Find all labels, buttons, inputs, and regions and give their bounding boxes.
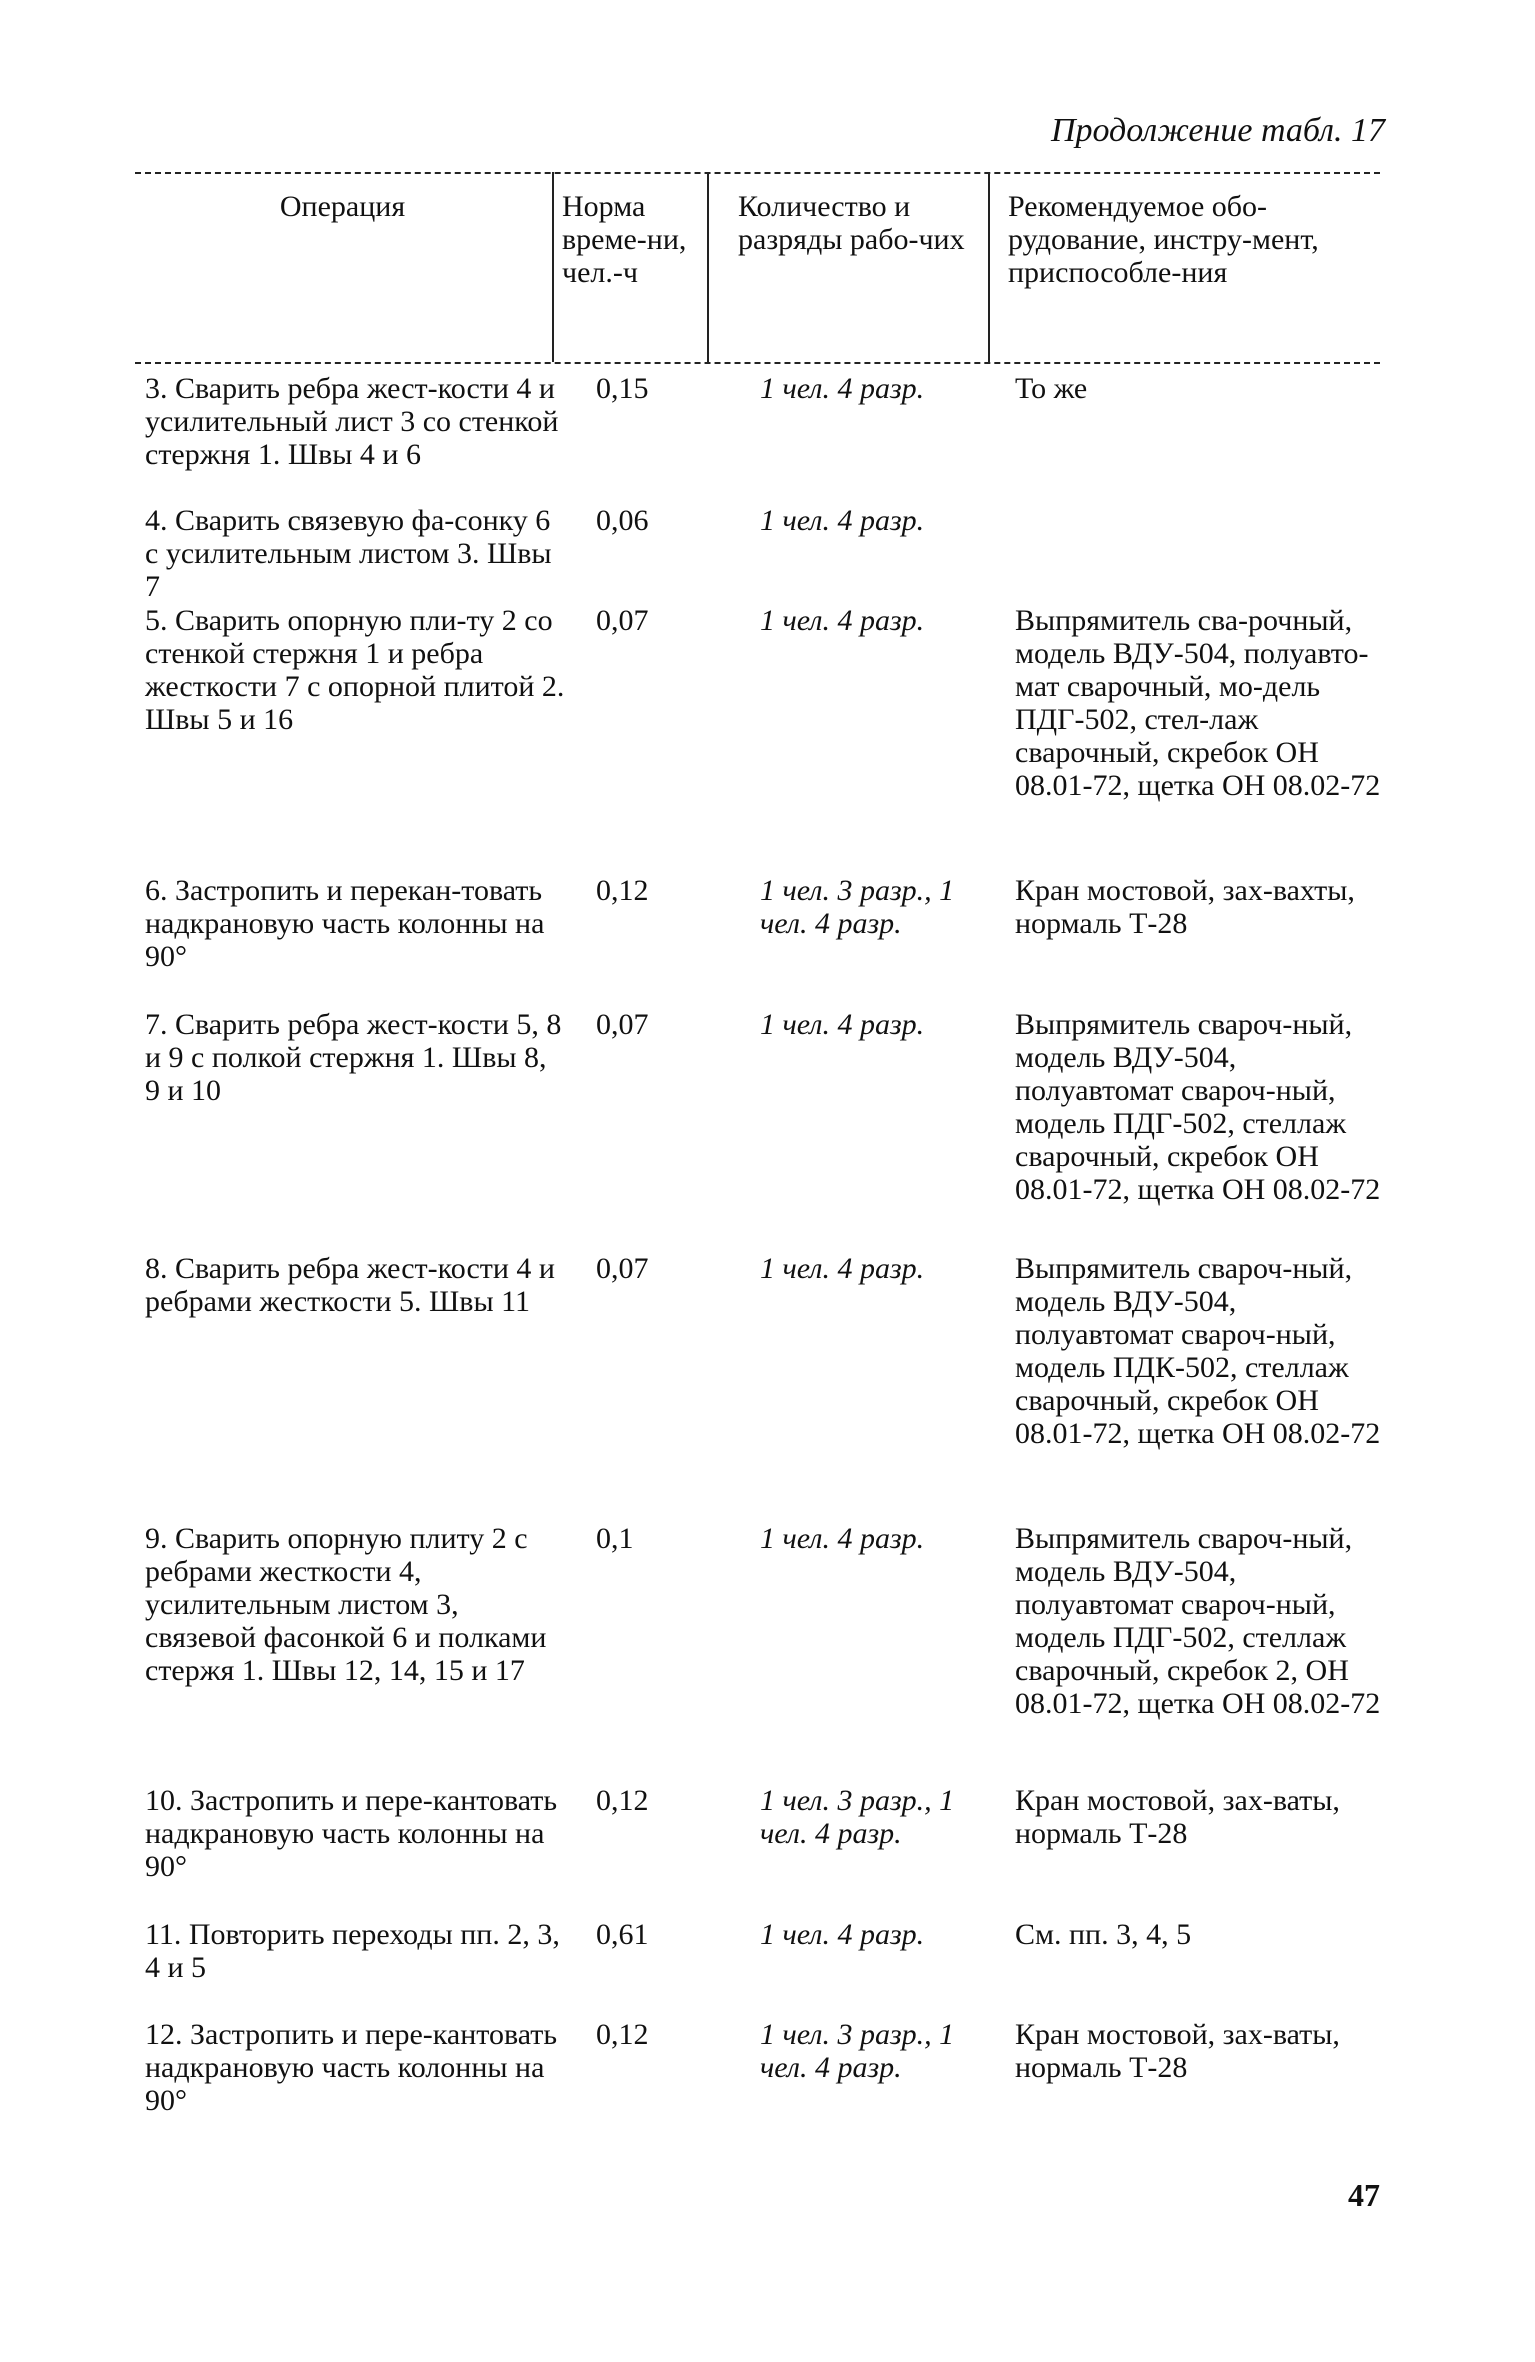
operation-cell: 6. Застропить и перекан-товать надкрановую часть колонны на 90°: [145, 874, 545, 973]
operation-cell: 10. Застропить и пере-кантовать надкрановую часть колонны на 90°: [145, 1784, 558, 1883]
header-workers: Количество и разряды рабо-чих: [738, 190, 965, 256]
norm-cell: 0,07: [596, 1008, 649, 1041]
norm-cell: 0,12: [596, 874, 649, 907]
operation-cell: 5. Сварить опорную пли-ту 2 со стенкой стержня 1 и ребра жесткости 7 с опорной плитой 2. Швы 5 и 16: [145, 604, 565, 736]
norm-cell: 0,06: [596, 504, 649, 537]
header-time-norm: Норма време-ни, чел.-ч: [562, 190, 687, 289]
workers-cell: 1 чел. 3 разр., 1 чел. 4 разр.: [760, 874, 955, 940]
equipment-cell: Выпрямитель сва-рочный, модель ВДУ-504, полуавто-мат сварочный, мо-дель ПДГ-502, стел-лаж сварочный, скребок ОН 08.01-72, щетка ОН 08.02-72: [1015, 604, 1381, 802]
norm-cell: 0,1: [596, 1522, 634, 1555]
equipment-cell: Кран мостовой, зах-ваты, нормаль Т-28: [1015, 1784, 1340, 1850]
norm-cell: 0,12: [596, 1784, 649, 1817]
equipment-cell: Выпрямитель свароч-ный, модель ВДУ-504, полуавтомат свароч-ный, модель ПДГ-502, стеллаж сварочный, скребок 2, ОН 08.01-72, щетка ОН 08.02-72: [1015, 1522, 1381, 1720]
workers-cell: 1 чел. 4 разр.: [760, 372, 925, 405]
header-equipment: Рекомендуемое обо-рудование, инстру-мент, приспособле-ния: [1008, 190, 1319, 289]
workers-cell: 1 чел. 4 разр.: [760, 1252, 925, 1285]
workers-cell: 1 чел. 4 разр.: [760, 1008, 925, 1041]
operation-cell: 8. Сварить ребра жест-кости 4 и ребрами жесткости 5. Швы 11: [145, 1252, 555, 1318]
continuation-label: Продолжение табл. 17: [1050, 112, 1385, 149]
workers-cell: 1 чел. 4 разр.: [760, 604, 925, 637]
equipment-cell: Кран мостовой, зах-ваты, нормаль Т-28: [1015, 2018, 1340, 2084]
equipment-cell: Выпрямитель свароч-ный, модель ВДУ-504, полуавтомат свароч-ный, модель ПДК-502, стеллаж сварочный, скребок ОН 08.01-72, щетка ОН 08.02-72: [1015, 1252, 1381, 1450]
operation-cell: 7. Сварить ребра жест-кости 5, 8 и 9 с полкой стержня 1. Швы 8, 9 и 10: [145, 1008, 562, 1107]
workers-cell: 1 чел. 4 разр.: [760, 504, 925, 537]
equipment-cell: См. пп. 3, 4, 5: [1015, 1918, 1192, 1951]
operation-cell: 11. Повторить переходы пп. 2, 3, 4 и 5: [145, 1918, 560, 1984]
column-divider: [988, 172, 990, 362]
page-number: 47: [1348, 2177, 1380, 2213]
norm-cell: 0,12: [596, 2018, 649, 2051]
norm-cell: 0,07: [596, 1252, 649, 1285]
operation-cell: 9. Сварить опорную плиту 2 с ребрами жесткости 4, усилительным листом 3, связевой фасонкой 6 и полками стержя 1. Швы 12, 14, 15 и 17: [145, 1522, 547, 1687]
workers-cell: 1 чел. 3 разр., 1 чел. 4 разр.: [760, 2018, 955, 2084]
norm-cell: 0,15: [596, 372, 649, 405]
operation-cell: 3. Сварить ребра жест-кости 4 и усилительный лист 3 со стенкой стержня 1. Швы 4 и 6: [145, 372, 559, 471]
workers-cell: 1 чел. 3 разр., 1 чел. 4 разр.: [760, 1784, 955, 1850]
header-operation: Операция: [279, 190, 406, 223]
operation-cell: 12. Застропить и пере-кантовать надкрановую часть колонны на 90°: [145, 2018, 558, 2117]
equipment-cell: То же: [1015, 372, 1088, 405]
table-header-rule: [135, 362, 1380, 364]
equipment-cell: Кран мостовой, зах-вахты, нормаль Т-28: [1015, 874, 1355, 940]
workers-cell: 1 чел. 4 разр.: [760, 1522, 925, 1555]
operation-cell: 4. Сварить связевую фа-сонку 6 с усилительным листом 3. Швы 7: [145, 504, 552, 603]
column-divider: [707, 172, 709, 362]
norm-cell: 0,61: [596, 1918, 649, 1951]
table-top-rule: [135, 172, 1380, 174]
workers-cell: 1 чел. 4 разр.: [760, 1918, 925, 1951]
equipment-cell: Выпрямитель свароч-ный, модель ВДУ-504, полуавтомат свароч-ный, модель ПДГ-502, стеллаж сварочный, скребок ОН 08.01-72, щетка ОН 08.02-72: [1015, 1008, 1381, 1206]
column-divider: [552, 172, 554, 362]
norm-cell: 0,07: [596, 604, 649, 637]
